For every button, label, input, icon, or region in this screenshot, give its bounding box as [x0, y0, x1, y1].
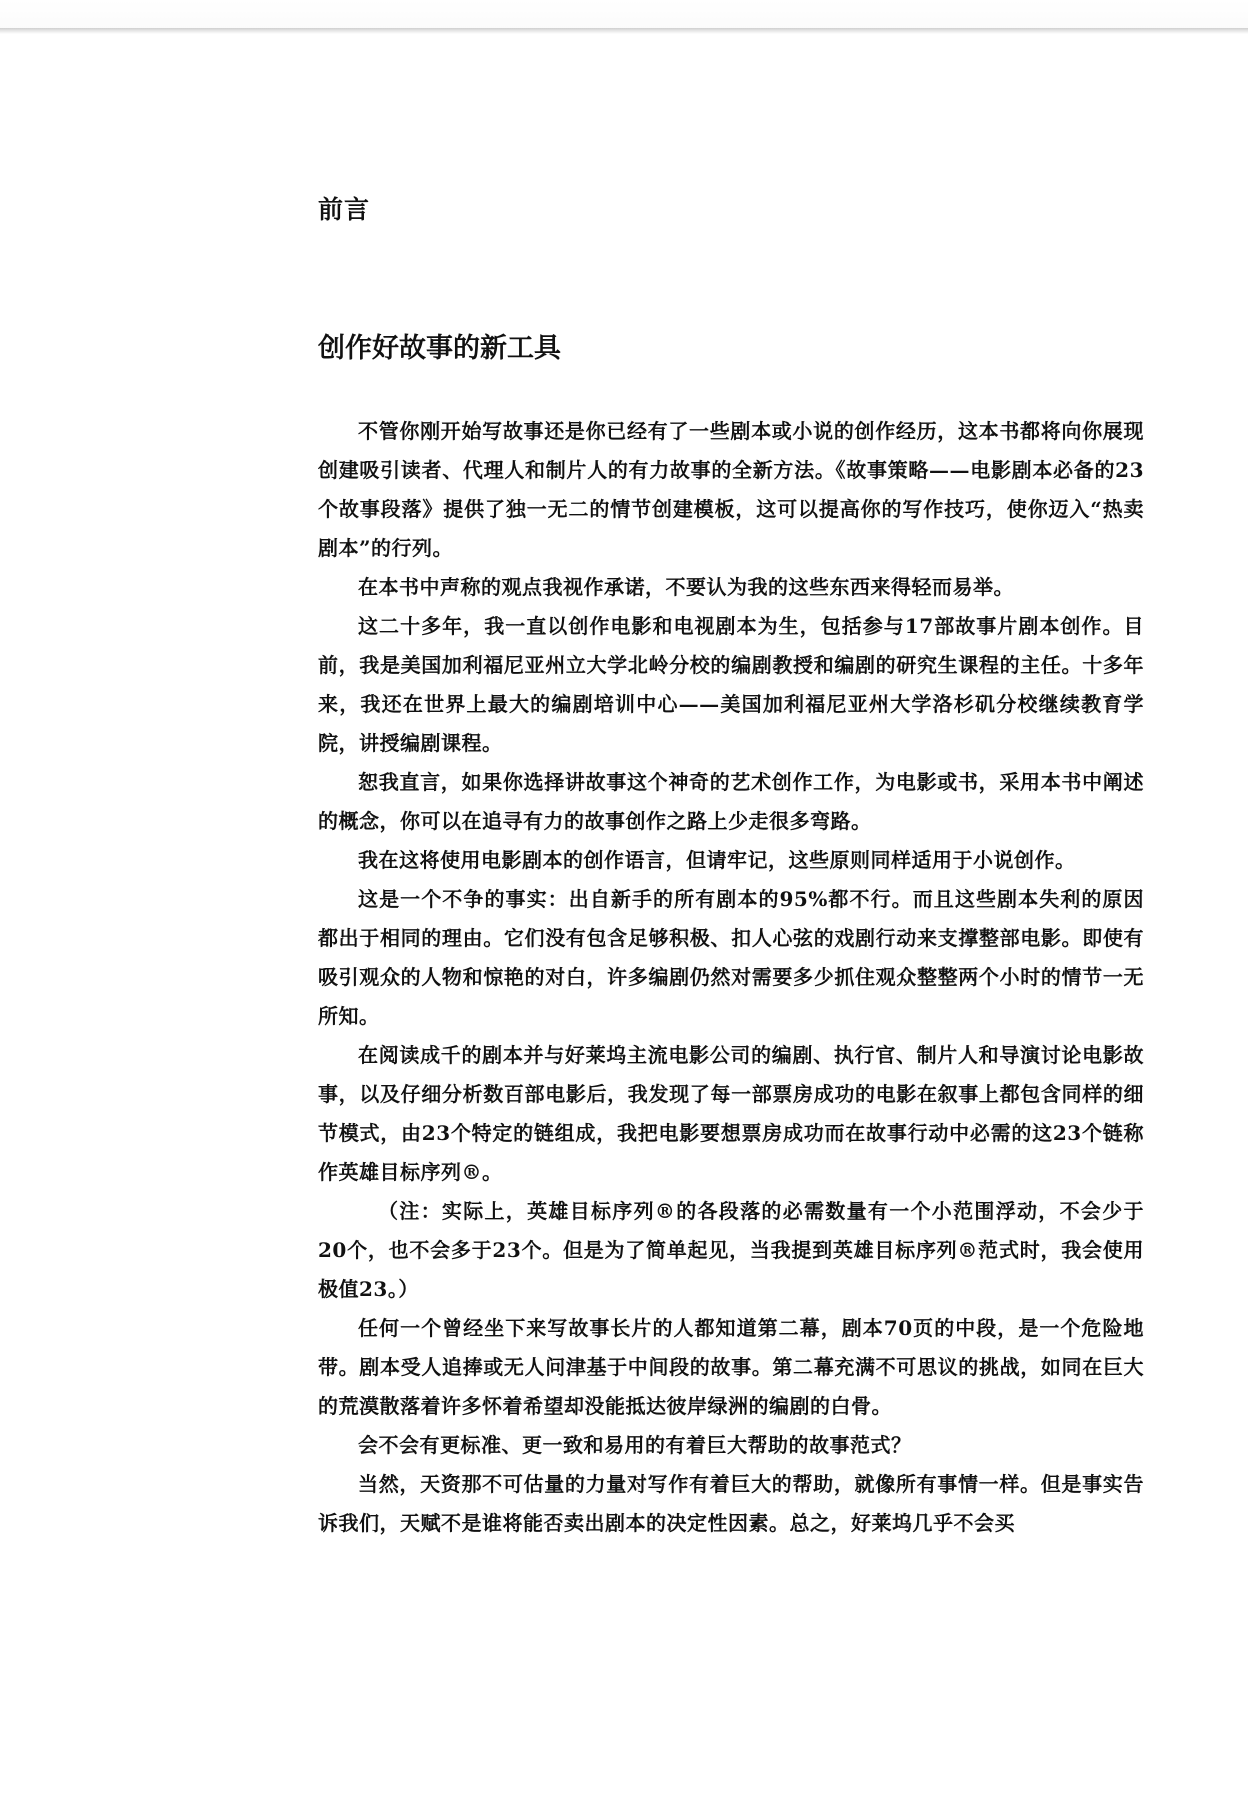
paragraph: 会不会有更标准、更一致和易用的有着巨大帮助的故事范式？: [358, 1433, 912, 1457]
paragraph: 我在这将使用电影剧本的创作语言，但请牢记，这些原则同样适用于小说创作。: [358, 848, 1076, 872]
scan-edge-line: [0, 28, 1248, 34]
body-text: [318, 412, 1144, 1543]
scan-shadow: [0, 0, 1248, 30]
paragraph: 在本书中声称的观点我视作承诺，不要认为我的这些东西来得轻而易举。: [358, 575, 1014, 599]
paragraph: 在阅读成千的剧本并与好莱坞主流电影公司的编剧、执行官、制片人和导演讨论电影故事，以及仔细分析数百部电影后，我发现了每一部票房成功的电影在叙事上都包含同样的细节模式，由23个特定的链组成，我把电影要想票房成功而在故事行动中必需的这23个链称作英雄目标序列®。: [318, 1043, 1144, 1184]
paragraph: 不管你刚开始写故事还是你已经有了一些剧本或小说的创作经历，这本书都将向你展现创建吸引读者、代理人和制片人的有力故事的全新方法。《故事策略——电影剧本必备的23个故事段落》提供了独一无二的情节创建模板，这可以提高你的写作技巧，使你迈入“热卖剧本”的行列。: [318, 419, 1144, 560]
paragraph: 这二十多年，我一直以创作电影和电视剧本为生，包括参与17部故事片剧本创作。目前，我是美国加利福尼亚州立大学北岭分校的编剧教授和编剧的研究生课程的主任。十多年来，我还在世界上最大的编剧培训中心——美国加利福尼亚州大学洛杉矶分校继续教育学院，讲授编剧课程。: [318, 614, 1144, 755]
note-paragraph: （注：实际上，英雄目标序列®的各段落的必需数量有一个小范围浮动，不会少于20个，也不会多于23个。但是为了简单起见，当我提到英雄目标序列®范式时，我会使用极值23。）: [318, 1199, 1144, 1301]
paragraph: 任何一个曾经坐下来写故事长片的人都知道第二幕，剧本70页的中段，是一个危险地带。剧本受人追捧或无人问津基于中间段的故事。第二幕充满不可思议的挑战，如同在巨大的荒漠散落着许多怀着希望却没能抵达彼岸绿洲的编剧的白骨。: [318, 1316, 1144, 1418]
chapter-title: 创作好故事的新工具: [318, 333, 561, 364]
paragraph: 恕我直言，如果你选择讲故事这个神奇的艺术创作工作，为电影或书，采用本书中阐述的概念，你可以在追寻有力的故事创作之路上少走很多弯路。: [318, 770, 1144, 833]
section-label: 前言: [318, 195, 371, 224]
paragraph: 当然，天资那不可估量的力量对写作有着巨大的帮助，就像所有事情一样。但是事实告诉我们，天赋不是谁将能否卖出剧本的决定性因素。总之，好莱坞几乎不会买: [318, 1472, 1144, 1535]
paragraph: 这是一个不争的事实：出自新手的所有剧本的95%都不行。而且这些剧本失利的原因都出于相同的理由。它们没有包含足够积极、扣人心弦的戏剧行动来支撑整部电影。即使有吸引观众的人物和惊艳的对白，许多编剧仍然对需要多少抓住观众整整两个小时的情节一无所知。: [318, 887, 1144, 1028]
